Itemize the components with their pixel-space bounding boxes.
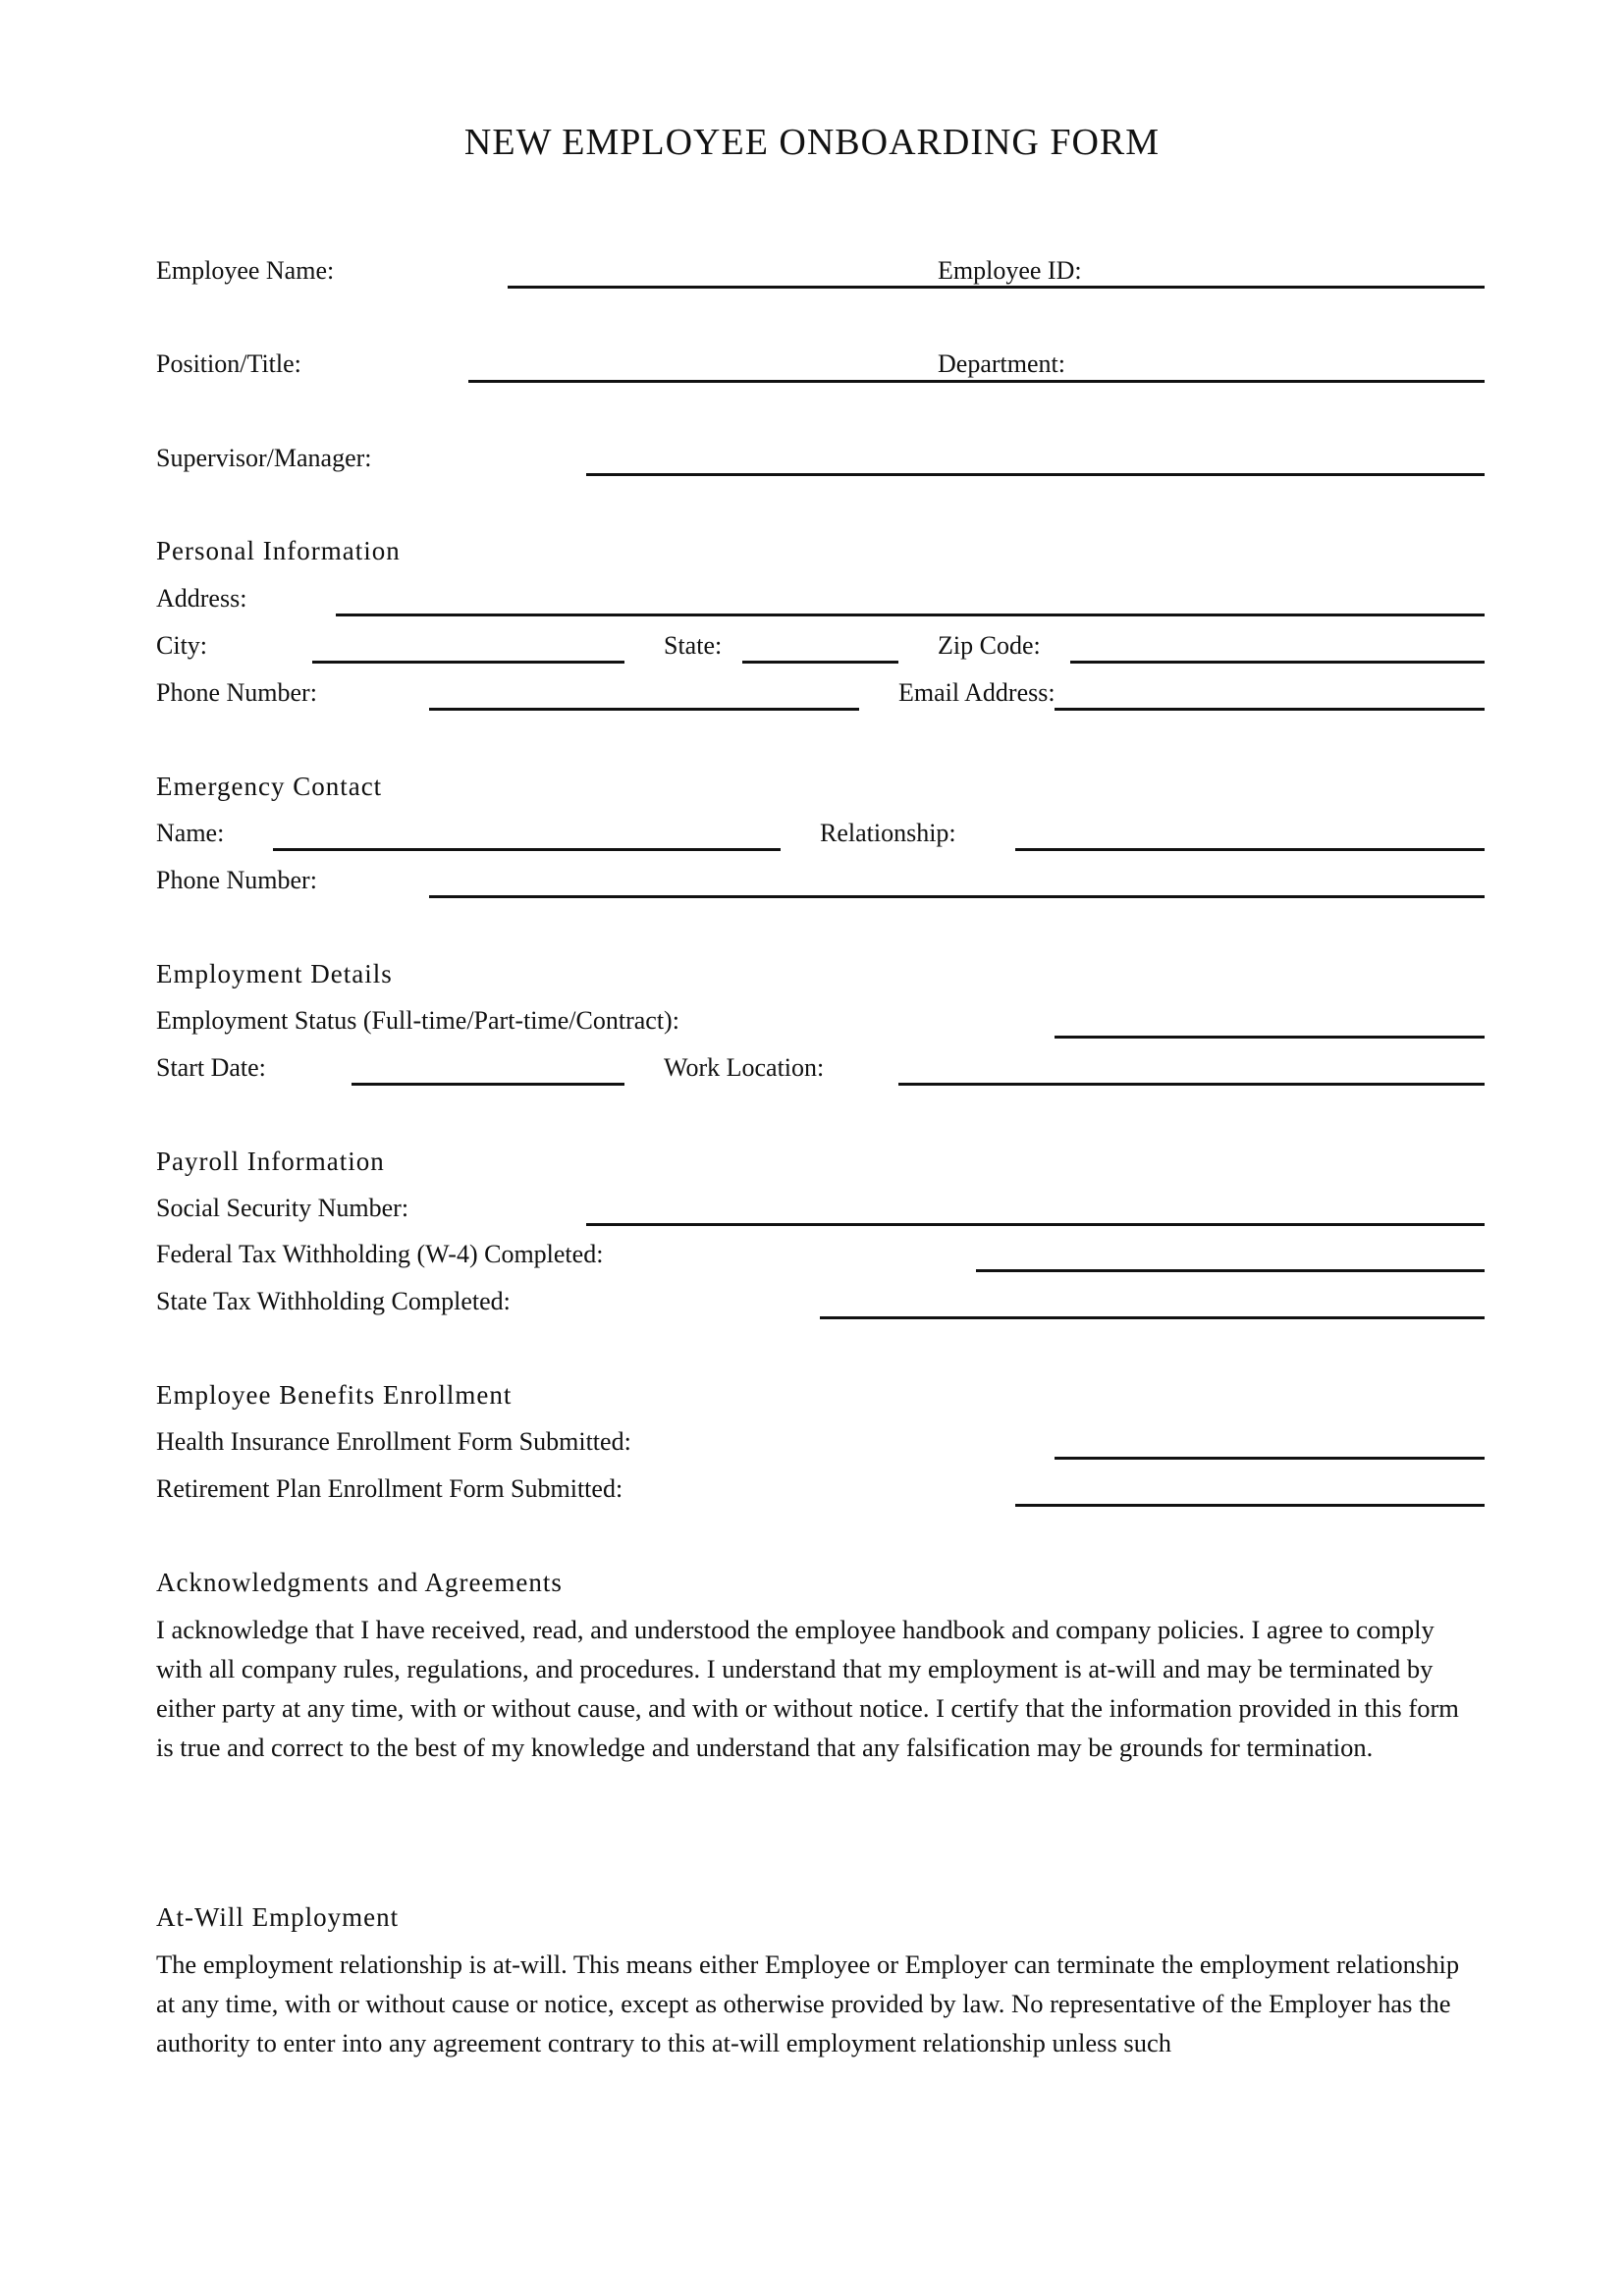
- ssn-field[interactable]: [586, 1223, 1485, 1226]
- emergency-name-field[interactable]: [273, 848, 781, 851]
- state-tax-label: State Tax Withholding Completed:: [156, 1287, 511, 1315]
- relationship-field[interactable]: [1015, 848, 1485, 851]
- zip-code-label: Zip Code:: [938, 631, 1041, 660]
- email-address-label: Email Address:: [898, 678, 1056, 707]
- acknowledgments-heading: Acknowledgments and Agreements: [156, 1568, 563, 1597]
- department-label: Department:: [938, 349, 1065, 378]
- emergency-contact-heading: Emergency Contact: [156, 772, 383, 801]
- employment-status-label: Employment Status (Full-time/Part-time/Contract):: [156, 1006, 679, 1035]
- work-location-label: Work Location:: [664, 1053, 825, 1082]
- at-will-heading: At-Will Employment: [156, 1902, 400, 1932]
- work-location-field[interactable]: [898, 1083, 1485, 1086]
- state-tax-field[interactable]: [820, 1316, 1485, 1319]
- city-label: City:: [156, 631, 208, 660]
- at-will-text: The employment relationship is at-will. This means either Employee or Employer can terminate the employment relationship at any time, with or without cause or notice, except as otherwise provided by law. No representative of the Employer has the authority to enter into any agreement contrary to this at-will employment relationship unless such: [156, 1949, 1460, 2057]
- zip-code-field[interactable]: [1070, 661, 1485, 664]
- emergency-phone-field[interactable]: [429, 895, 1485, 898]
- phone-number-label: Phone Number:: [156, 678, 317, 707]
- city-field[interactable]: [312, 661, 624, 664]
- emergency-name-label: Name:: [156, 819, 225, 847]
- federal-tax-label: Federal Tax Withholding (W-4) Completed:: [156, 1240, 604, 1268]
- state-field[interactable]: [742, 661, 898, 664]
- emergency-phone-label: Phone Number:: [156, 866, 317, 894]
- start-date-field[interactable]: [352, 1083, 624, 1086]
- federal-tax-field[interactable]: [976, 1269, 1485, 1272]
- address-label: Address:: [156, 584, 247, 613]
- state-label: State:: [664, 631, 723, 660]
- relationship-label: Relationship:: [820, 819, 956, 847]
- supervisor-label: Supervisor/Manager:: [156, 444, 372, 472]
- employment-status-field[interactable]: [1055, 1036, 1485, 1039]
- retirement-plan-field[interactable]: [1015, 1504, 1485, 1507]
- employee-name-label: Employee Name:: [156, 256, 335, 285]
- position-title-field[interactable]: [468, 380, 1485, 383]
- address-field[interactable]: [336, 614, 1485, 616]
- payroll-info-heading: Payroll Information: [156, 1147, 385, 1176]
- position-title-label: Position/Title:: [156, 349, 301, 378]
- employee-id-label: Employee ID:: [938, 256, 1082, 285]
- employment-details-heading: Employment Details: [156, 959, 393, 988]
- personal-info-heading: Personal Information: [156, 536, 401, 565]
- retirement-plan-label: Retirement Plan Enrollment Form Submitted:: [156, 1474, 623, 1503]
- phone-number-field[interactable]: [429, 708, 859, 711]
- acknowledgments-text: I acknowledge that I have received, read, and understood the employee handbook and company policies. I agree to comply with all company rules, regulations, and procedures. I understand that my employment is at-will and may be terminated by either party at any time, with or without cause, and with or without notice. I certify that the information provided in this form is true and correct to the best of my knowledge and understand that any falsification may be grounds for termination.: [156, 1615, 1459, 1762]
- health-insurance-field[interactable]: [1055, 1457, 1485, 1460]
- supervisor-field[interactable]: [586, 473, 1485, 476]
- ssn-label: Social Security Number:: [156, 1194, 409, 1222]
- start-date-label: Start Date:: [156, 1053, 266, 1082]
- form-title: NEW EMPLOYEE ONBOARDING FORM: [463, 122, 1161, 163]
- benefits-heading: Employee Benefits Enrollment: [156, 1380, 513, 1410]
- email-address-field[interactable]: [1055, 708, 1485, 711]
- health-insurance-label: Health Insurance Enrollment Form Submitted:: [156, 1427, 631, 1456]
